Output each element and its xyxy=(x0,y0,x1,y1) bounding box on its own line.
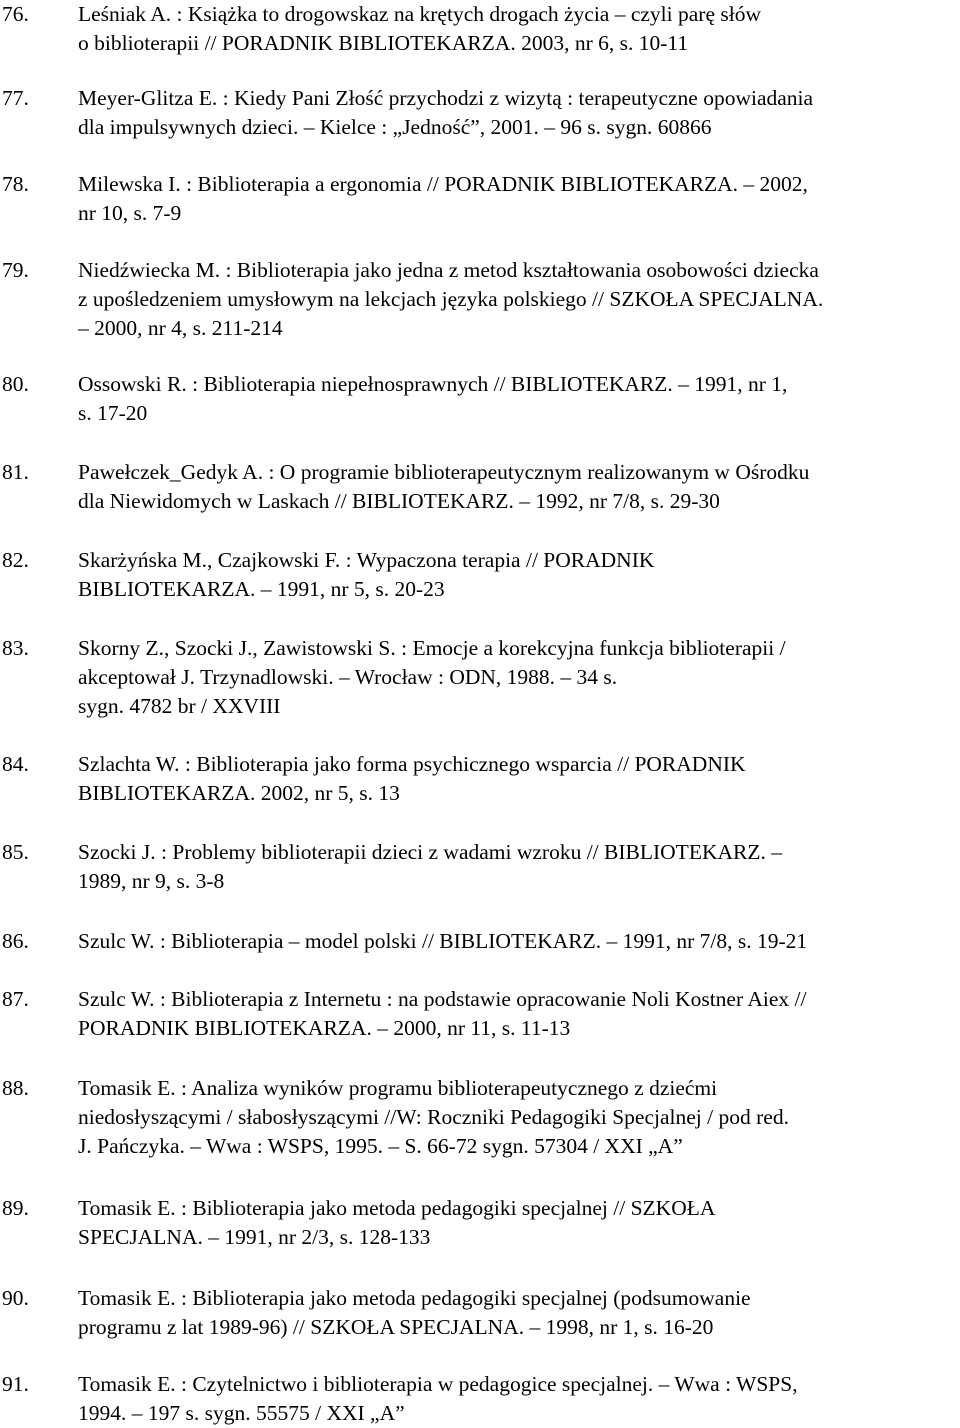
entry-number: 83. xyxy=(2,636,29,660)
entry-line: – 2000, nr 4, s. 211-214 xyxy=(78,316,283,340)
entry-number: 76. xyxy=(2,2,29,26)
entry-line: Leśniak A. : Książka to drogowskaz na krętych drogach życia – czyli parę słów xyxy=(78,2,761,26)
entry-line: nr 10, s. 7-9 xyxy=(78,201,182,225)
entry-line: dla Niewidomych w Laskach // BIBLIOTEKARZ. – 1992, nr 7/8, s. 29-30 xyxy=(78,489,720,513)
entry-line: PORADNIK BIBLIOTEKARZA. – 2000, nr 11, s. 11-13 xyxy=(78,1016,571,1040)
entry-line: Szulc W. : Biblioterapia z Internetu : na podstawie opracowanie Noli Kostner Aiex // xyxy=(78,987,807,1011)
entry-line: J. Pańczyka. – Wwa : WSPS, 1995. – S. 66-72 sygn. 57304 / XXI „A” xyxy=(78,1134,683,1158)
entry-line: Ossowski R. : Biblioterapia niepełnosprawnych // BIBLIOTEKARZ. – 1991, nr 1, xyxy=(78,372,788,396)
entry-line: dla impulsywnych dzieci. – Kielce : „Jedność”, 2001. – 96 s. sygn. 60866 xyxy=(78,115,712,139)
entry-number: 86. xyxy=(2,929,29,953)
entry-line: Szulc W. : Biblioterapia – model polski // BIBLIOTEKARZ. – 1991, nr 7/8, s. 19-21 xyxy=(78,929,808,953)
entry-line: SPECJALNA. – 1991, nr 2/3, s. 128-133 xyxy=(78,1225,431,1249)
entry-line: Pawełczek_Gedyk A. : O programie biblioterapeutycznym realizowanym w Ośrodku xyxy=(78,460,810,484)
entry-line: Tomasik E. : Czytelnictwo i biblioterapia w pedagogice specjalnej. – Wwa : WSPS, xyxy=(78,1372,798,1396)
entry-number: 85. xyxy=(2,840,29,864)
entry-number: 82. xyxy=(2,548,29,572)
entry-number: 89. xyxy=(2,1196,29,1220)
entry-line: BIBLIOTEKARZA. – 1991, nr 5, s. 20-23 xyxy=(78,577,445,601)
entry-line: programu z lat 1989-96) // SZKOŁA SPECJALNA. – 1998, nr 1, s. 16-20 xyxy=(78,1315,714,1339)
entry-line: Tomasik E. : Biblioterapia jako metoda pedagogiki specjalnej // SZKOŁA xyxy=(78,1196,716,1220)
entry-line: z upośledzeniem umysłowym na lekcjach języka polskiego // SZKOŁA SPECJALNA. xyxy=(78,287,824,311)
entry-line: Tomasik E. : Analiza wyników programu biblioterapeutycznego z dziećmi xyxy=(78,1076,718,1100)
entry-line: Skarżyńska M., Czajkowski F. : Wypaczona terapia // PORADNIK xyxy=(78,548,655,572)
entry-line: Szocki J. : Problemy biblioterapii dzieci z wadami wzroku // BIBLIOTEKARZ. – xyxy=(78,840,782,864)
entry-line: Milewska I. : Biblioterapia a ergonomia // PORADNIK BIBLIOTEKARZA. – 2002, xyxy=(78,172,808,196)
entry-line: s. 17-20 xyxy=(78,401,148,425)
entry-line: 1989, nr 9, s. 3-8 xyxy=(78,869,225,893)
entry-number: 77. xyxy=(2,86,29,110)
entry-line: Skorny Z., Szocki J., Zawistowski S. : Emocje a korekcyjna funkcja biblioterapii / xyxy=(78,636,786,660)
entry-line: sygn. 4782 br / XXVIII xyxy=(78,694,281,718)
entry-line: Tomasik E. : Biblioterapia jako metoda pedagogiki specjalnej (podsumowanie xyxy=(78,1286,751,1310)
entry-line: akceptował J. Trzynadlowski. – Wrocław : ODN, 1988. – 34 s. xyxy=(78,665,618,689)
entry-number: 91. xyxy=(2,1372,29,1396)
entry-number: 88. xyxy=(2,1076,29,1100)
entry-line: 1994. – 197 s. sygn. 55575 / XXI „A” xyxy=(78,1401,405,1425)
entry-number: 87. xyxy=(2,987,29,1011)
entry-line: BIBLIOTEKARZA. 2002, nr 5, s. 13 xyxy=(78,781,400,805)
entry-line: Szlachta W. : Biblioterapia jako forma psychicznego wsparcia // PORADNIK xyxy=(78,752,746,776)
entry-number: 80. xyxy=(2,372,29,396)
entry-line: Meyer-Glitza E. : Kiedy Pani Złość przychodzi z wizytą : terapeutyczne opowiadania xyxy=(78,86,814,110)
entry-number: 81. xyxy=(2,460,29,484)
entry-number: 90. xyxy=(2,1286,29,1310)
entry-line: o biblioterapii // PORADNIK BIBLIOTEKARZA. 2003, nr 6, s. 10-11 xyxy=(78,31,689,55)
entry-line: niedosłyszącymi / słabosłyszącymi //W: Roczniki Pedagogiki Specjalnej / pod red. xyxy=(78,1105,789,1129)
entry-number: 78. xyxy=(2,172,29,196)
entry-line: Niedźwiecka M. : Biblioterapia jako jedna z metod kształtowania osobowości dziecka xyxy=(78,258,819,282)
entry-number: 79. xyxy=(2,258,29,282)
entry-number: 84. xyxy=(2,752,29,776)
